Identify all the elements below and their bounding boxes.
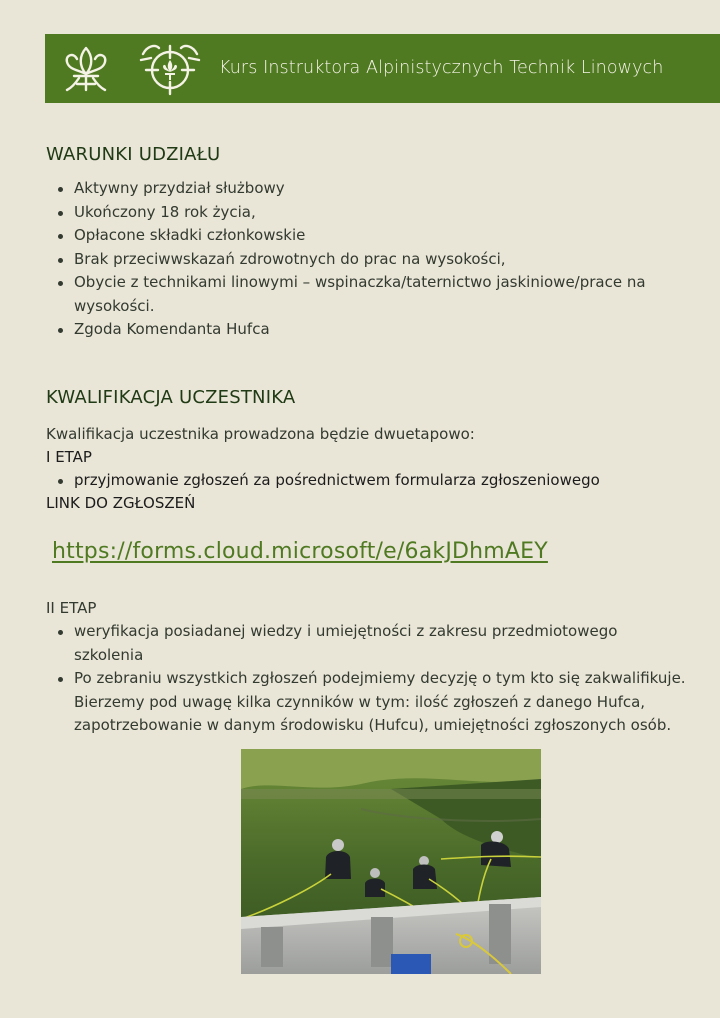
- etap2-list: [46, 620, 686, 738]
- rope-access-training-photo: [241, 749, 541, 974]
- crosshair-scout-emblem-icon: [137, 40, 203, 98]
- etap1-label: I ETAP: [46, 448, 92, 466]
- list-item: Opłacone składki członkowskie: [46, 224, 686, 248]
- registration-form-link[interactable]: https://forms.cloud.microsoft/e/6akJDhmAEY: [52, 539, 548, 564]
- etap2-label: II ETAP: [46, 599, 97, 617]
- list-item: Brak przeciwwskazań zdrowotnych do prac na wysokości,: [46, 248, 686, 272]
- header-banner: [45, 34, 720, 103]
- list-item: Aktywny przydział służbowy: [46, 177, 686, 201]
- list-item: Obycie z technikami linowymi – wspinaczka/taternictwo jaskiniowe/prace na wysokości.: [46, 271, 686, 318]
- fleur-de-lis-icon: [57, 40, 115, 98]
- kwalifikacja-intro: Kwalifikacja uczestnika prowadzona będzie dwuetapowo:: [46, 425, 475, 443]
- list-item: Zgoda Komendanta Hufca: [46, 318, 686, 342]
- section-heading-warunki: WARUNKI UDZIAŁU: [46, 144, 221, 165]
- section-heading-kwalifikacja: KWALIFIKACJA UCZESTNIKA: [46, 387, 296, 408]
- etap1-list: [46, 469, 686, 493]
- list-item: Po zebraniu wszystkich zgłoszeń podejmiemy decyzję o tym kto się zakwalifikuje. Bierzemy pod uwagę kilka czynników w tym: ilość zgłoszeń z danego Hufca, zapotrzebowanie w danym środowisku (Hufcu), umiejętności zgłoszonych osób.: [46, 667, 686, 738]
- list-item: przyjmowanie zgłoszeń za pośrednictwem formularza zgłoszeniowego: [46, 469, 686, 493]
- list-item: weryfikacja posiadanej wiedzy i umiejętności z zakresu przedmiotowego szkolenia: [46, 620, 686, 667]
- header-title: Kurs Instruktora Alpinistycznych Technik Linowych: [219, 58, 664, 78]
- list-item: Ukończony 18 rok życia,: [46, 201, 686, 225]
- warunki-list: [46, 177, 686, 342]
- link-label: LINK DO ZGŁOSZEŃ: [46, 494, 196, 512]
